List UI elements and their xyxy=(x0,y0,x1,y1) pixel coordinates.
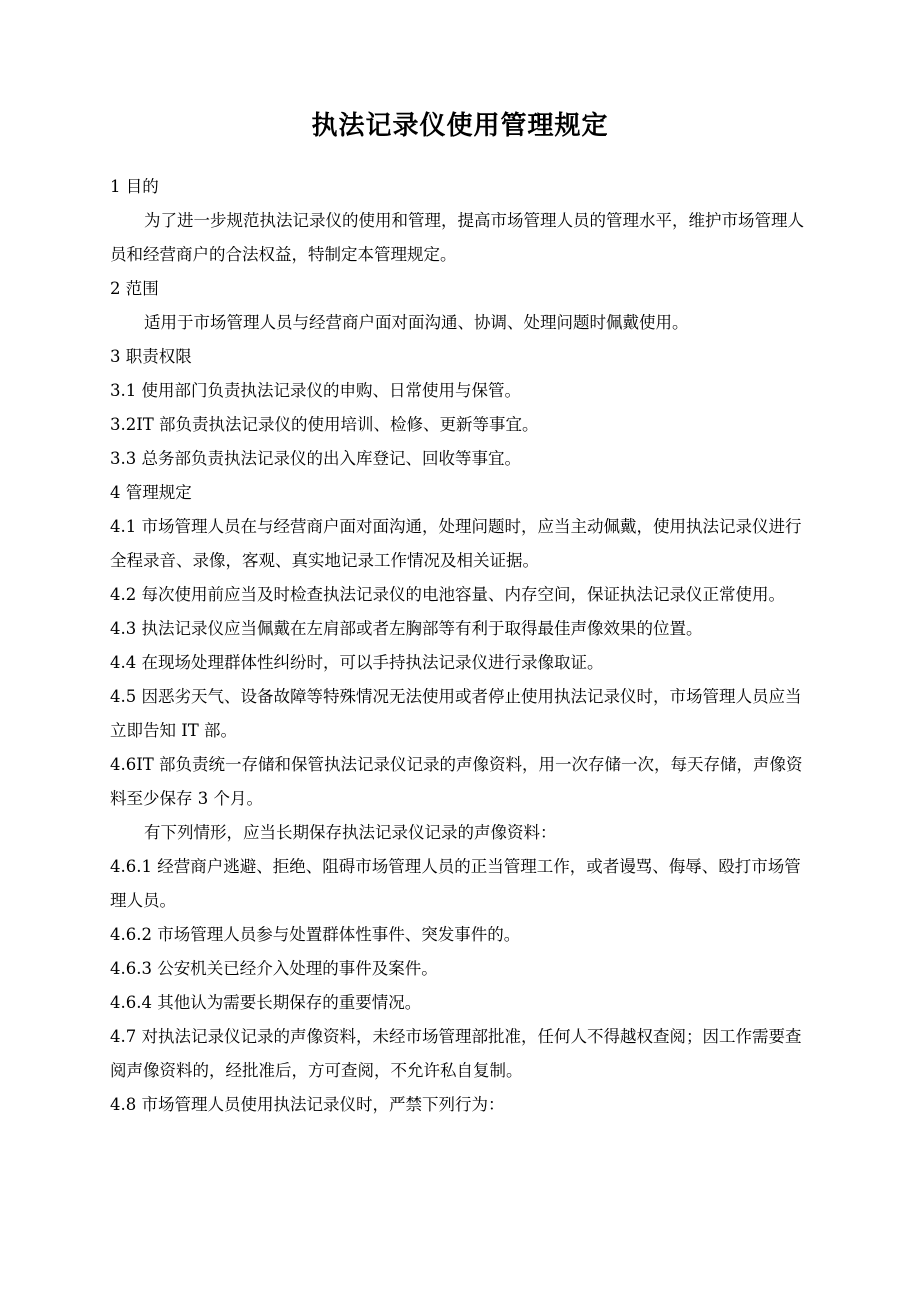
clause-4-4: 4.4 在现场处理群体性纠纷时，可以手持执法记录仪进行录像取证。 xyxy=(110,653,604,672)
clause-4-7: 4.7 对执法记录仪记录的声像资料，未经市场管理部批准，任何人不得越权查阅；因工作需要查阅声像资料的，经批准后，方可查阅，不允许私自复制。 xyxy=(110,1027,802,1080)
clause-3-2: 3.2IT 部负责执法记录仪的使用培训、检修、更新等事宜。 xyxy=(110,415,539,434)
paragraph-purpose: 为了进一步规范执法记录仪的使用和管理，提高市场管理人员的管理水平，维护市场管理人员和经营商户的合法权益，特制定本管理规定。 xyxy=(110,211,804,264)
clause-4-6-intro: 有下列情形，应当长期保存执法记录仪记录的声像资料： xyxy=(144,823,557,842)
section-heading-purpose: 1 目的 xyxy=(110,177,159,196)
clause-4-6-1: 4.6.1 经营商户逃避、拒绝、阻碍市场管理人员的正当管理工作，或者谩骂、侮辱、殴打市场管理人员。 xyxy=(110,857,801,910)
clause-3-3: 3.3 总务部负责执法记录仪的出入库登记、回收等事宜。 xyxy=(110,449,521,468)
clause-4-3: 4.3 执法记录仪应当佩戴在左肩部或者左胸部等有利于取得最佳声像效果的位置。 xyxy=(110,619,703,638)
document-title: 执法记录仪使用管理规定 xyxy=(311,111,609,141)
clause-4-6-3: 4.6.3 公安机关已经介入处理的事件及案件。 xyxy=(110,959,438,978)
clause-4-5: 4.5 因恶劣天气、设备故障等特殊情况无法使用或者停止使用执法记录仪时，市场管理人员应当立即告知 IT 部。 xyxy=(110,687,802,740)
clause-4-1: 4.1 市场管理人员在与经营商户面对面沟通，处理问题时，应当主动佩戴，使用执法记录仪进行全程录音、录像，客观、真实地记录工作情况及相关证据。 xyxy=(110,517,802,570)
clause-4-2: 4.2 每次使用前应当及时检查执法记录仪的电池容量、内存空间，保证执法记录仪正常使用。 xyxy=(110,585,785,604)
section-heading-responsibilities: 3 职责权限 xyxy=(110,347,192,366)
clause-4-6: 4.6IT 部负责统一存储和保管执法记录仪记录的声像资料，用一次存储一次，每天存储，声像资料至少保存 3 个月。 xyxy=(110,755,803,808)
clause-4-6-2: 4.6.2 市场管理人员参与处置群体性事件、突发事件的。 xyxy=(110,925,521,944)
paragraph-scope: 适用于市场管理人员与经营商户面对面沟通、协调、处理问题时佩戴使用。 xyxy=(144,313,689,332)
clause-3-1: 3.1 使用部门负责执法记录仪的申购、日常使用与保管。 xyxy=(110,381,521,400)
section-heading-scope: 2 范围 xyxy=(110,279,159,298)
clause-4-6-4: 4.6.4 其他认为需要长期保存的重要情况。 xyxy=(110,993,422,1012)
section-heading-regulations: 4 管理规定 xyxy=(110,483,192,502)
clause-4-8: 4.8 市场管理人员使用执法记录仪时，严禁下列行为： xyxy=(110,1095,505,1114)
document-body xyxy=(110,170,815,1122)
